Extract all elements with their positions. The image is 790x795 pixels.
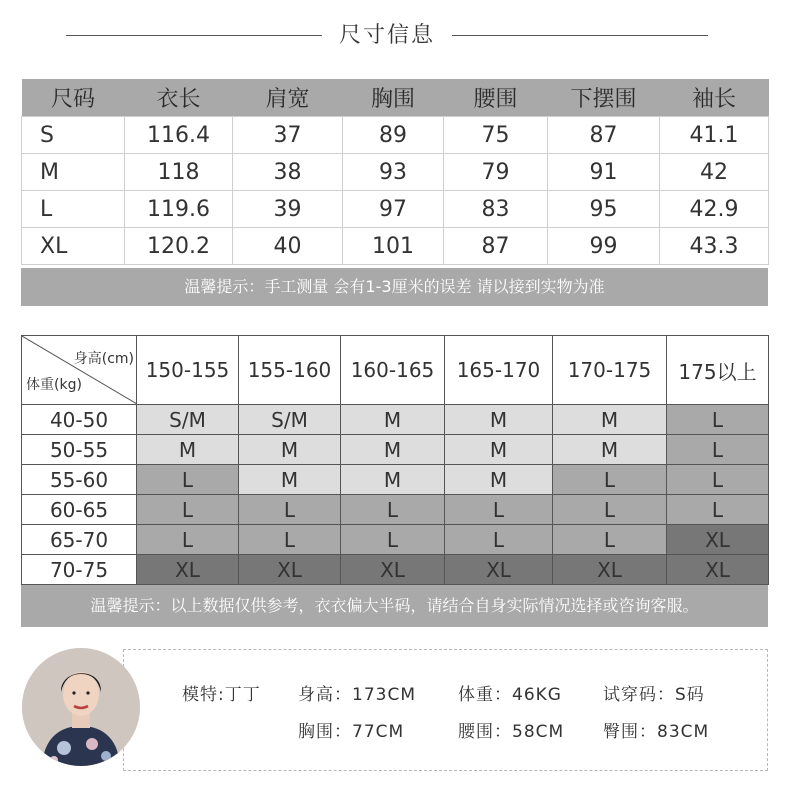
- table-cell: 83: [444, 191, 548, 228]
- model-weight: 体重：46KG: [458, 685, 562, 705]
- column-header: 胸围: [343, 79, 444, 117]
- size-cell: L: [553, 495, 667, 525]
- size-cell: L: [667, 495, 769, 525]
- table-cell: 38: [233, 154, 343, 191]
- table-row: [22, 191, 769, 228]
- size-cell: L: [667, 405, 769, 435]
- model-info-box: [123, 649, 768, 771]
- table-cell: 97: [343, 191, 444, 228]
- size-cell: XL: [341, 555, 445, 585]
- table-row: [22, 154, 769, 191]
- table-cell: M: [22, 154, 125, 191]
- height-range-header: 175以上: [667, 336, 769, 405]
- size-cell: L: [341, 495, 445, 525]
- table-row: [22, 465, 769, 495]
- size-reference-table: [21, 335, 769, 585]
- size-cell: L: [137, 465, 239, 495]
- weight-range-cell: 65-70: [22, 525, 137, 555]
- ref-table-header: [22, 336, 769, 405]
- size-cell: L: [239, 495, 341, 525]
- weight-range-cell: 70-75: [22, 555, 137, 585]
- page-title: 尺寸信息: [338, 23, 435, 48]
- table-cell: XL: [22, 228, 125, 265]
- size-cell: M: [445, 465, 553, 495]
- table-cell: 91: [548, 154, 660, 191]
- size-cell: L: [341, 525, 445, 555]
- height-range-header: 165-170: [445, 336, 553, 405]
- table-cell: 99: [548, 228, 660, 265]
- size-cell: M: [137, 435, 239, 465]
- measurement-note: 温馨提示：手工测量 会有1-3厘米的误差 请以接到实物为准: [21, 268, 768, 306]
- table-cell: 43.3: [660, 228, 769, 265]
- weight-range-cell: 60-65: [22, 495, 137, 525]
- table-cell: 41.1: [660, 117, 769, 154]
- height-range-header: 160-165: [341, 336, 445, 405]
- size-cell: XL: [137, 555, 239, 585]
- weight-range-cell: 40-50: [22, 405, 137, 435]
- table-row: [22, 117, 769, 154]
- size-cell: M: [239, 465, 341, 495]
- table-row: [22, 555, 769, 585]
- size-cell: L: [553, 465, 667, 495]
- diagonal-header-cell: [22, 336, 137, 405]
- column-header: 衣长: [125, 79, 233, 117]
- model-waist: 腰围：58CM: [458, 722, 565, 742]
- table-cell: 89: [343, 117, 444, 154]
- table-cell: 40: [233, 228, 343, 265]
- section-title: [0, 14, 790, 54]
- size-cell: L: [137, 495, 239, 525]
- size-cell: L: [667, 435, 769, 465]
- height-range-header: 155-160: [239, 336, 341, 405]
- size-cell: L: [445, 525, 553, 555]
- model-hip: 臀围：83CM: [603, 722, 710, 742]
- table-cell: 116.4: [125, 117, 233, 154]
- weight-axis-label: 体重(kg): [26, 377, 82, 393]
- size-cell: XL: [667, 555, 769, 585]
- size-cell: XL: [667, 525, 769, 555]
- height-range-header: 170-175: [553, 336, 667, 405]
- size-cell: M: [239, 435, 341, 465]
- size-cell: M: [553, 405, 667, 435]
- table-cell: 79: [444, 154, 548, 191]
- column-header: 下摆围: [548, 79, 660, 117]
- table-cell: 120.2: [125, 228, 233, 265]
- size-cell: L: [553, 525, 667, 555]
- model-trial-size: 试穿码：S码: [603, 685, 705, 705]
- size-cell: M: [341, 405, 445, 435]
- size-cell: M: [445, 435, 553, 465]
- size-cell: M: [553, 435, 667, 465]
- table-cell: S: [22, 117, 125, 154]
- size-cell: XL: [239, 555, 341, 585]
- table-row: [22, 228, 769, 265]
- title-divider-left: [66, 35, 322, 36]
- title-divider-right: [452, 35, 708, 36]
- size-cell: M: [341, 435, 445, 465]
- table-row: [22, 405, 769, 435]
- size-cell: S/M: [137, 405, 239, 435]
- size-cell: M: [341, 465, 445, 495]
- table-cell: 93: [343, 154, 444, 191]
- model-avatar: [22, 648, 140, 766]
- height-axis-label: 身高(cm): [73, 351, 134, 367]
- table-cell: 95: [548, 191, 660, 228]
- size-cell: L: [137, 525, 239, 555]
- table-row: [22, 495, 769, 525]
- model-portrait-image: [22, 648, 140, 766]
- size-table: [21, 79, 769, 265]
- size-advice-note: 温馨提示：以上数据仅供参考，衣衣偏大半码，请结合自身实际情况选择或咨询客服。: [21, 585, 768, 627]
- size-cell: L: [445, 495, 553, 525]
- table-row: [22, 435, 769, 465]
- table-cell: 42.9: [660, 191, 769, 228]
- table-cell: 101: [343, 228, 444, 265]
- size-cell: L: [239, 525, 341, 555]
- weight-range-cell: 55-60: [22, 465, 137, 495]
- size-cell: L: [667, 465, 769, 495]
- table-cell: 118: [125, 154, 233, 191]
- model-name: 模特:丁丁: [182, 685, 261, 705]
- table-cell: 75: [444, 117, 548, 154]
- table-cell: L: [22, 191, 125, 228]
- table-cell: 39: [233, 191, 343, 228]
- column-header: 袖长: [660, 79, 769, 117]
- height-range-header: 150-155: [137, 336, 239, 405]
- column-header: 腰围: [444, 79, 548, 117]
- column-header: 肩宽: [233, 79, 343, 117]
- table-row: [22, 525, 769, 555]
- table-cell: 42: [660, 154, 769, 191]
- size-cell: M: [445, 405, 553, 435]
- model-bust: 胸围：77CM: [298, 722, 405, 742]
- table-cell: 37: [233, 117, 343, 154]
- table-cell: 119.6: [125, 191, 233, 228]
- size-table-header: [22, 79, 769, 117]
- model-height: 身高：173CM: [298, 685, 416, 705]
- weight-range-cell: 50-55: [22, 435, 137, 465]
- size-cell: XL: [445, 555, 553, 585]
- size-cell: S/M: [239, 405, 341, 435]
- table-cell: 87: [444, 228, 548, 265]
- table-cell: 87: [548, 117, 660, 154]
- column-header: 尺码: [22, 79, 125, 117]
- size-cell: XL: [553, 555, 667, 585]
